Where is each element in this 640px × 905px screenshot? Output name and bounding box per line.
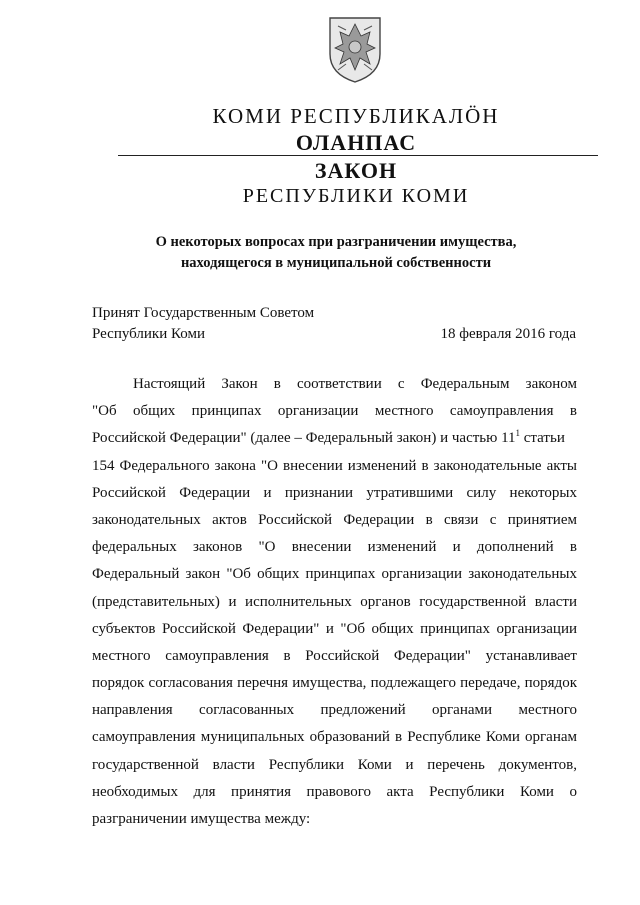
body-line: федеральных законов "О внесении изменений и дополнений в bbox=[92, 539, 577, 556]
adoption-line: Республики Коми bbox=[92, 326, 205, 342]
header-republic-name: РЕСПУБЛИКИ КОМИ bbox=[242, 185, 470, 207]
body-line: Российской Федерации и признании утратившими силу некоторых bbox=[92, 484, 577, 501]
body-line: направления согласованных предложений органами местного bbox=[92, 702, 577, 719]
body-line-part: статьи bbox=[520, 430, 565, 447]
body-line: Федеральный закон "Об общих принципах организации законодательных bbox=[92, 566, 577, 583]
body-line: законодательных актов Российской Федерации в связи с принятием bbox=[92, 511, 577, 528]
adoption-line: Принят Государственным Советом bbox=[92, 305, 315, 321]
body-line: "Об общих принципах организации местного самоуправления в bbox=[92, 403, 577, 420]
law-title bbox=[96, 232, 576, 274]
coat-of-arms-emblem bbox=[326, 14, 384, 84]
header-zakon: ЗАКОН bbox=[314, 158, 398, 183]
body-line: государственной власти Республики Коми и перечень документов, bbox=[92, 756, 577, 773]
body-line: самоуправления муниципальных образований в Республике Коми органам bbox=[92, 729, 577, 746]
body-line: 154 Федерального закона "О внесении изменений в законодательные акты bbox=[92, 457, 577, 474]
body-line: (представительных) и исполнительных органов государственной власти bbox=[92, 593, 577, 610]
body-line: субъектов Российской Федерации" и "Об общих принципах организации bbox=[92, 620, 577, 637]
body-line: Настоящий Закон в соответствии с Федеральным законом bbox=[133, 376, 577, 392]
body-line: необходимых для принятия правового акта Республики Коми о bbox=[92, 783, 577, 800]
law-title-line: находящегося в муниципальной собственности bbox=[180, 255, 492, 271]
body-line: местного самоуправления в Российской Федерации" устанавливает bbox=[92, 647, 577, 664]
header-olanpas: ОЛАНПАС bbox=[295, 130, 417, 155]
law-title-line: О некоторых вопросах при разграничении имущества, bbox=[155, 234, 517, 250]
superscript-one: 1 bbox=[515, 428, 521, 439]
body-line: разграничении имущества между: bbox=[92, 811, 311, 827]
header-divider bbox=[118, 155, 598, 156]
adoption-date: 18 февраля 2016 года bbox=[440, 326, 576, 342]
body-line bbox=[92, 425, 577, 452]
header-komi-name: КОМИ РЕСПУБЛИКАЛӦН bbox=[212, 104, 500, 128]
body-line-part: Российской Федерации" (далее – Федеральный закон) и частью 11 bbox=[92, 430, 516, 447]
body-line: порядок согласования перечня имущества, подлежащего передаче, порядок bbox=[92, 675, 577, 692]
law-body-paragraph bbox=[92, 371, 577, 833]
